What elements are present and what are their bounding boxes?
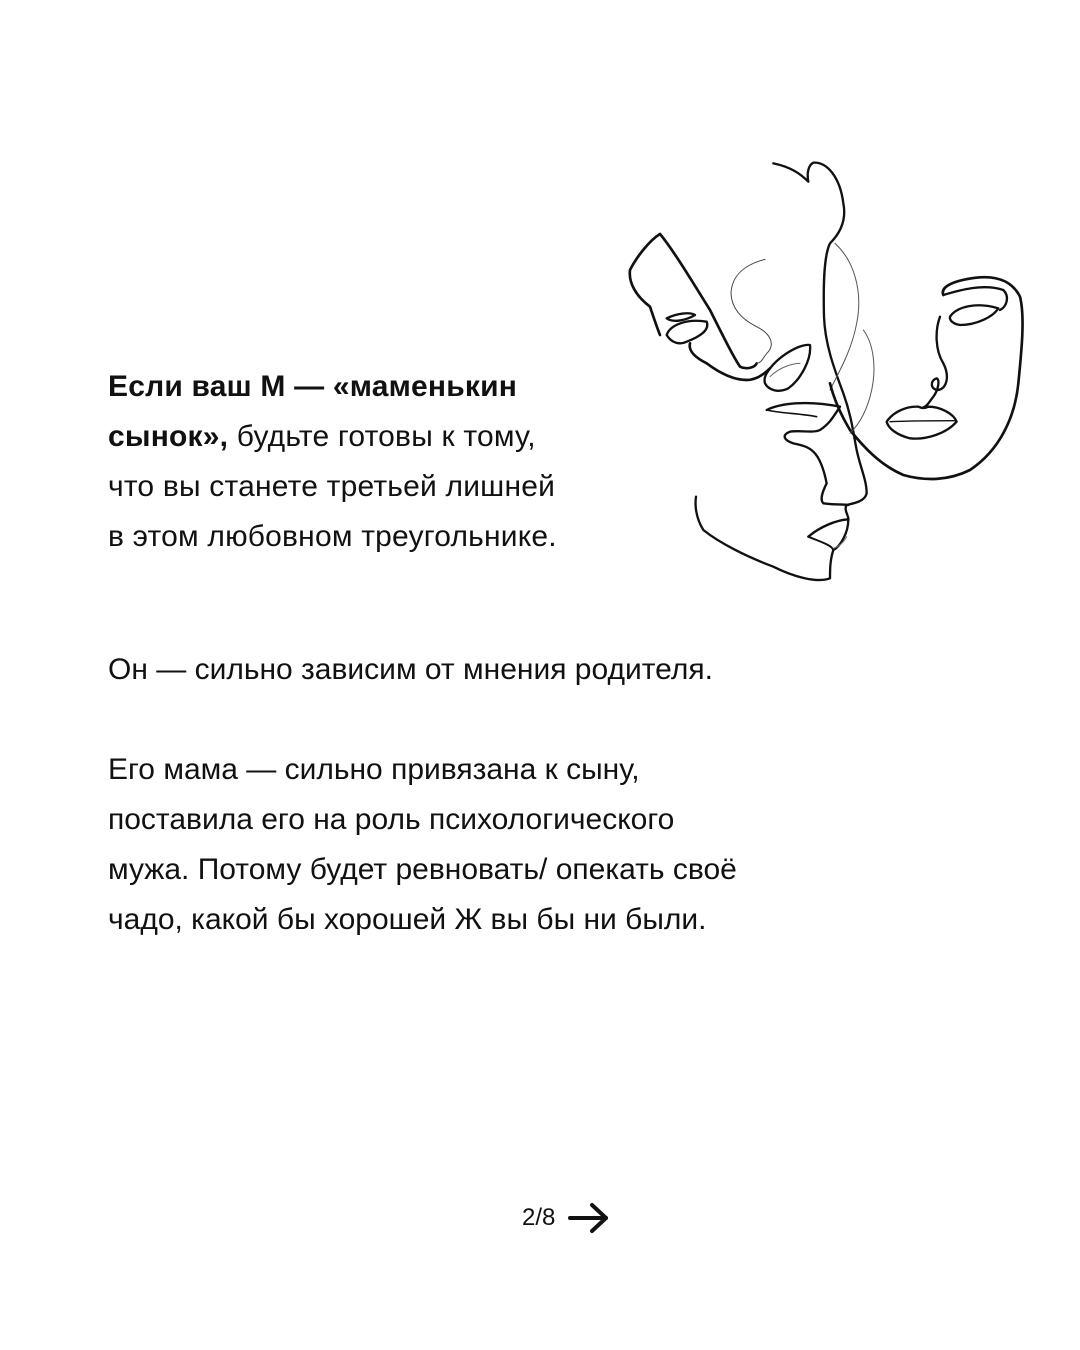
paragraph-dependency — [108, 645, 908, 695]
lead-line-2 — [108, 412, 668, 462]
paragraph-line: мужа. Потому будет ревновать/ опекать своё — [108, 853, 737, 886]
page-indicator — [522, 1200, 611, 1236]
paragraph-line: чадо, какой бы хорошей Ж вы бы ни были. — [108, 903, 707, 936]
lead-bold-line-2: сынок», — [108, 420, 229, 453]
arrow-right-icon[interactable] — [567, 1200, 611, 1236]
line-art-faces-icon — [600, 150, 1050, 600]
paragraph-mother — [108, 745, 908, 945]
lead-regular-continuation: будьте готовы к тому, — [228, 420, 536, 453]
lead-bold-line-1: Если ваш М — «маменькин — [108, 370, 518, 403]
lead-paragraph — [108, 362, 668, 562]
lead-line-3: что вы станете третьей лишней — [108, 470, 556, 503]
paragraph-line: Он — сильно зависим от мнения родителя. — [108, 653, 713, 686]
paragraph-line: Его мама — сильно привязана к сыну, — [108, 753, 640, 786]
lead-line-4: в этом любовном треугольнике. — [108, 520, 557, 553]
paragraph-line: поставила его на роль психологического — [108, 803, 675, 836]
page-counter: 2/8 — [522, 1204, 556, 1231]
